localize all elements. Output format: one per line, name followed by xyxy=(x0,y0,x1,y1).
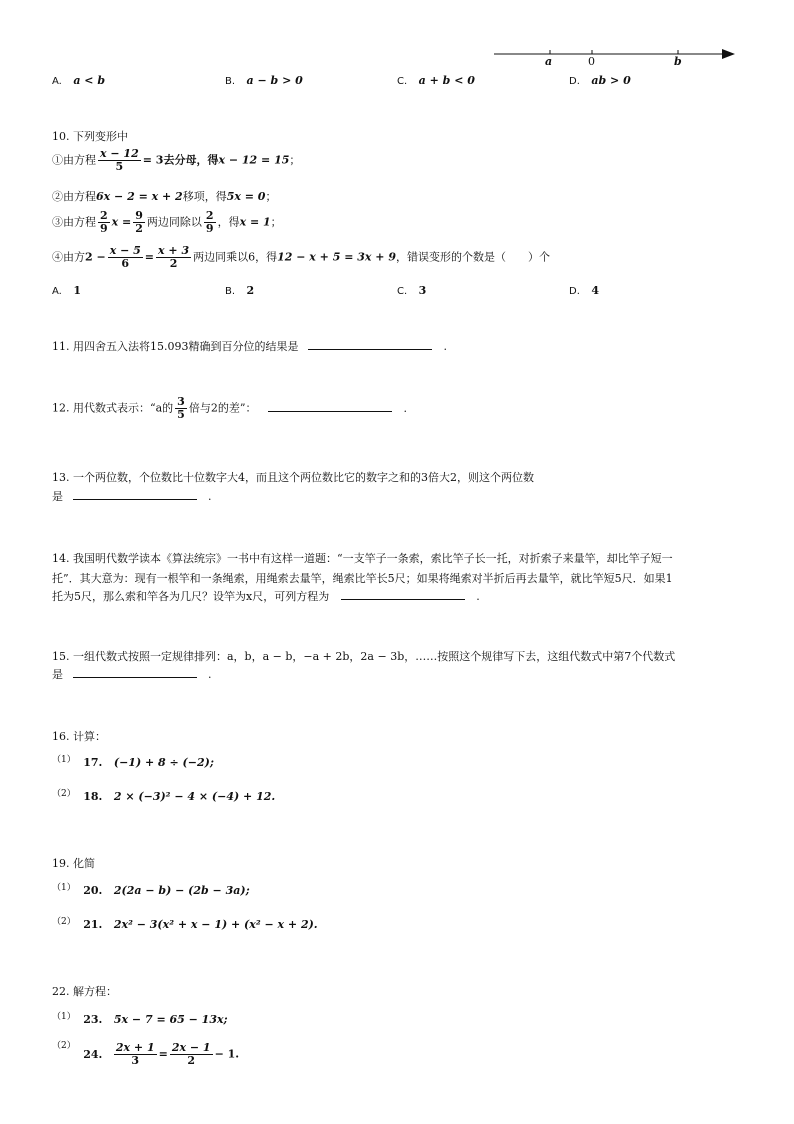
q22-part-1: $^{(1)}$ 23. 5x − 7 = 65 − 13x; xyxy=(52,1012,228,1026)
q13-answer-blank[interactable] xyxy=(73,499,197,500)
q11-answer-blank[interactable] xyxy=(308,349,432,350)
q22-title: 22. 解方程： xyxy=(52,985,117,998)
q13-line-2: 是 . xyxy=(52,490,212,503)
q10-statement-3: ③由方程 $\frac{2}{9}$ x = $\frac{9}{2}$ 两边同除以 $\frac{2}{9}$ ，得x = 1； xyxy=(52,209,282,236)
q10-option-b[interactable]: B. 2 xyxy=(225,284,255,297)
q10-statement-1: ①由方程 $\frac{x - 12}{5}$ = 3去分母，得x − 12 = 15； xyxy=(52,147,301,174)
q16-part-2: $^{(2)}$ 18. 2 × (−3)² − 4 × (−4) + 12. xyxy=(52,789,276,803)
q16-part-1: $^{(1)}$ 17. (−1) + 8 ÷ (−2); xyxy=(52,755,214,769)
q12: 12. 用代数式表示：“a的 $\frac{3}{5}$ 倍与2的差”： . xyxy=(52,395,407,422)
q10-title: 10. 下列变形中 xyxy=(52,130,128,143)
q11: 11. 用四舍五入法将15.093精确到百分位的结果是 . xyxy=(52,340,447,353)
q9-option-c[interactable]: C. a + b < 0 xyxy=(397,74,475,87)
number-line-label-b: b xyxy=(674,55,682,68)
number-line xyxy=(490,42,740,72)
q10-option-a[interactable]: A. 1 xyxy=(52,284,81,297)
q10-statement-4: ④由方2 − $\frac{x - 5}{6}$ = $\frac{x + 3}{2}$ 两边同乘以6，得12 − x + 5 = 3x + 9，错误变形的个数是（ ）个 xyxy=(52,244,550,271)
q15-line-1: 15. 一组代数式按照一定规律排列：a，b，a − b，−a + 2b，2a − 3b，……按照这个规律写下去，这组代数式中第7个代数式 xyxy=(52,650,676,663)
q14-line-3: 托为5尺，那么索和竿各为几尺？设竿为x尺，可列方程为 . xyxy=(52,590,480,603)
q16-title: 16. 计算： xyxy=(52,730,106,743)
q19-part-1: $^{(1)}$ 20. 2(2a − b) − (2b − 3a); xyxy=(52,883,250,897)
q22-part-2: $^{(2)}$ 24. $\frac{2x + 1}{3}$ = $\frac{2x - 1}{2}$ − 1. xyxy=(52,1040,240,1068)
q14-line-1: 14. 我国明代数学读本《算法统宗》一书中有这样一道题：“一支竿子一条索，索比竿子长一托，对折索子来量竿，却比竿子短一 xyxy=(52,552,673,565)
number-line-label-a: a xyxy=(545,55,553,68)
q13-line-1: 13. 一个两位数，个位数比十位数字大4，而且这个两位数比它的数字之和的3倍大2，则这个两位数 xyxy=(52,471,534,484)
q12-answer-blank[interactable] xyxy=(268,411,392,412)
q15-line-2: 是 . xyxy=(52,668,212,681)
q14-answer-blank[interactable] xyxy=(341,599,465,600)
q9-option-d[interactable]: D. ab > 0 xyxy=(569,74,631,87)
q19-part-2: $^{(2)}$ 21. 2x² − 3(x² + x − 1) + (x² − x + 2). xyxy=(52,917,318,931)
q10-statement-2: ②由方程6x − 2 = x + 2移项，得5x = 0； xyxy=(52,190,277,203)
number-line-label-0: 0 xyxy=(588,55,595,68)
q19-title: 19. 化简 xyxy=(52,857,95,870)
q9-option-a[interactable]: A. a < b xyxy=(52,74,106,87)
q10-option-c[interactable]: C. 3 xyxy=(397,284,427,297)
q15-answer-blank[interactable] xyxy=(73,677,197,678)
q14-line-2: 托”．其大意为：现有一根竿和一条绳索，用绳索去量竿，绳索比竿长5尺；如果将绳索对半折后再去量竿，就比竿短5尺．如果1 xyxy=(52,572,673,585)
q9-option-b[interactable]: B. a − b > 0 xyxy=(225,74,303,87)
q10-option-d[interactable]: D. 4 xyxy=(569,284,600,297)
